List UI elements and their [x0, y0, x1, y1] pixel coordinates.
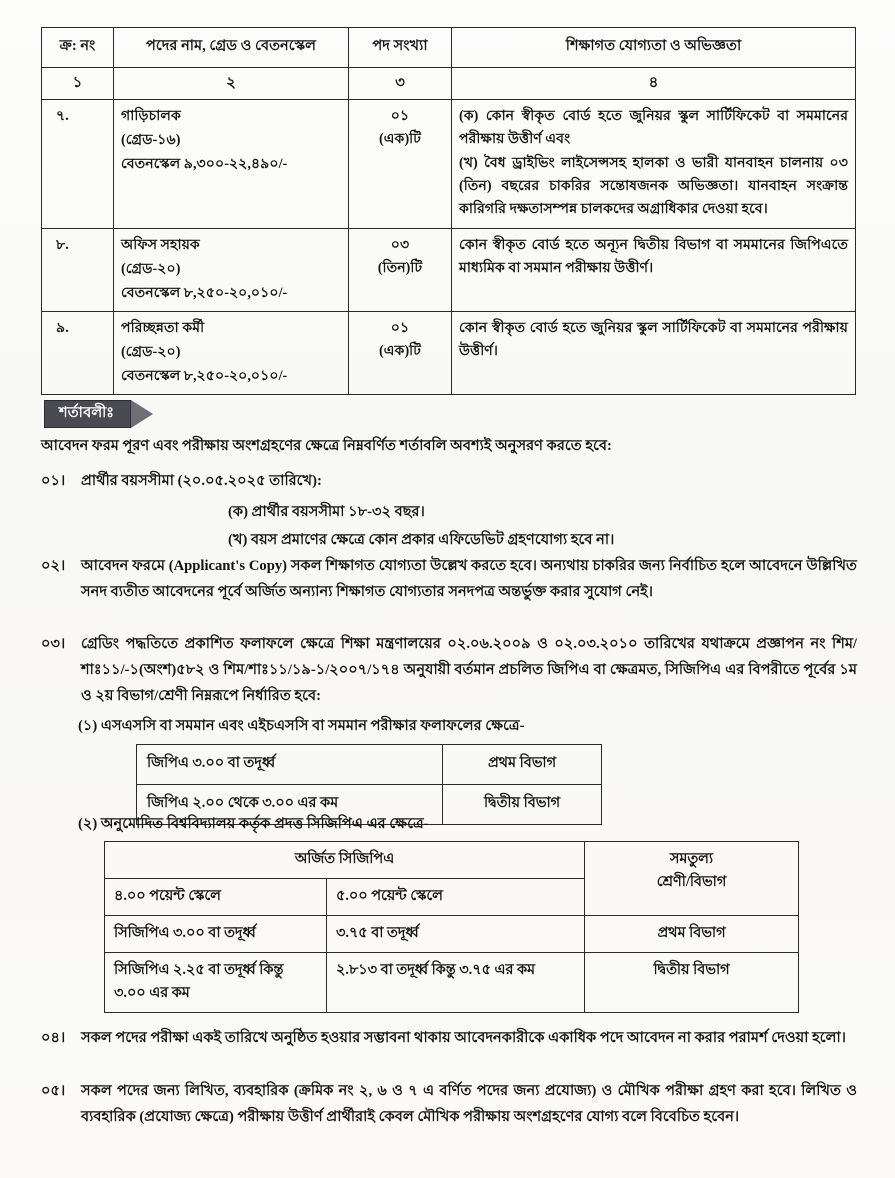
clause-04-text: সকল পদের পরীক্ষা একই তারিখে অনুষ্ঠিত হওয়ার সম্ভাবনা থাকায় আবেদনকারীকে একাধিক পদে আবেদন না করার পরামর্শ দেওয়া হলো।: [81, 1030, 846, 1046]
qualification-item: [459, 105, 848, 151]
post-pay-scale: বেতনস্কেল ৯,৩০০-২২,৪৯০/-: [121, 155, 288, 172]
post-count-digit: ০৩: [390, 236, 410, 253]
conditions-intro: আবেদন ফরম পূরণ এবং পরীক্ষায় অংশগ্রহণের ক্ষেত্রে নিম্নবর্ণিত শর্তাবলি অবশ্যই অনুসরণ করতে হবে:: [41, 438, 612, 454]
post-count-words: (এক)টি: [379, 342, 421, 359]
subclause-2-label: (২) অনুমোদিত বিশ্ববিদ্যালয় কর্তৃক প্রদত্ত সিজিপিএ এর ক্ষেত্রে-: [78, 816, 429, 832]
post-name: গাড়িচালক: [121, 107, 181, 124]
row-serial: ৯.: [42, 311, 114, 394]
clause-01-number: ০১।: [41, 473, 66, 489]
post-count-digit: ০১: [390, 107, 410, 124]
clause-02: [41, 554, 857, 606]
colnum-3: ৩: [349, 67, 452, 99]
row-qualification: [452, 311, 856, 394]
row-post-count: [349, 99, 452, 228]
colnum-1: ১: [42, 67, 114, 99]
table-row: [105, 916, 799, 953]
clause-02-text: আবেদন ফরমে (Applicant's Copy) সকল শিক্ষাগত যোগ্যতা উল্লেখ করতে হবে। অন্যথায় চাকরির জন্য নির্বাচিত হলে আবেদনে উল্লিখিত সনদ ব্যতীত আবেদনের পূর্বে অর্জিত অন্যান্য শিক্ষাগত যোগ্যতার সনদপত্র অন্তর্ভুক্ত করার সুযোগ নেই।: [81, 558, 857, 600]
gpa-criteria: জিপিএ ২.০০ থেকে ৩.০০ এর কম: [137, 785, 443, 825]
header-post-name: পদের নাম, গ্রেড ও বেতনস্কেল: [114, 28, 349, 68]
row-qualification: [452, 228, 856, 311]
cgpa-scale5-value: ২.৮১৩ বা তদূর্ধ্ব কিন্তু ৩.৭৫ এর কম: [327, 953, 585, 1013]
cgpa-subheader-scale5: ৫.০০ পয়েন্ট স্কেলে: [327, 879, 585, 916]
clause-03-number: ০৩।: [41, 636, 66, 652]
table-header-row: [105, 842, 799, 879]
clause-01-sub-a: (ক) প্রার্থীর বয়সসীমা ১৮-৩২ বছর।: [228, 504, 425, 520]
post-grade: (গ্রেড-১৬): [121, 131, 181, 148]
post-grade: (গ্রেড-২০): [121, 343, 181, 360]
qualification-label: (ক): [459, 107, 479, 124]
cgpa-scale5-value: ৩.৭৫ বা তদূর্ধ্ব: [327, 916, 585, 953]
cgpa-header-equivalent: [585, 842, 799, 916]
row-serial: ৭.: [42, 99, 114, 228]
row-post-details: [114, 99, 349, 228]
clause-05: [41, 1079, 857, 1131]
qualification-text: কোন স্বীকৃত বোর্ড হতে জুনিয়র স্কুল সার্টিফিকেট বা সমমানের পরীক্ষায় উত্তীর্ণ এবং: [459, 107, 848, 147]
cgpa-scale4-value: সিজিপিএ ৩.০০ বা তদূর্ধ্ব: [105, 916, 327, 953]
arrow-right-icon: [131, 400, 153, 428]
row-serial: ৮.: [42, 228, 114, 311]
post-count-words: (তিন)টি: [377, 259, 423, 276]
post-count-digit: ০১: [390, 319, 410, 336]
qualification-text: বৈধ ড্রাইভিং লাইসেন্সসহ হালকা ও ভারী যানবাহন চালনায় ০৩ (তিন) বছরের চাকরির সন্তোষজনক অভিজ্ঞতা। যানবাহন সংক্রান্ত কারিগরি দক্ষতাসম্পন্ন চালকদের অগ্রাধিকার দেওয়া হবে।: [459, 154, 849, 217]
header-post-count: পদ সংখ্যা: [349, 28, 452, 68]
clause-01: [41, 469, 857, 495]
row-post-count: [349, 228, 452, 311]
cgpa-division: প্রথম বিভাগ: [585, 916, 799, 953]
posts-table: [41, 27, 856, 395]
table-header-row: [42, 28, 856, 68]
clause-05-text: সকল পদের জন্য লিখিত, ব্যবহারিক (ক্রমিক নং ২, ৬ ও ৭ এ বর্ণিত পদের জন্য প্রযোজ্য) ও মৌখিক পরীক্ষা গ্রহণ করা হবে। লিখিত ও ব্যবহারিক (প্রযোজ্য ক্ষেত্রে) পরীক্ষায় উত্তীর্ণ প্রার্থীরাই কেবল মৌখিক পরীক্ষায় অংশগ্রহণের যোগ্য বলে বিবেচিত হবেন।: [81, 1083, 857, 1125]
clause-01-text: প্রার্থীর বয়সসীমা (২০.০৫.২০২৫ তারিখে):: [81, 473, 322, 489]
post-count-words: (এক)টি: [379, 130, 421, 147]
gpa-criteria: জিপিএ ৩.০০ বা তদূর্ধ্ব: [137, 745, 443, 785]
header-serial: ক্র: নং: [42, 28, 114, 68]
gpa-division: দ্বিতীয় বিভাগ: [443, 785, 602, 825]
table-row: [137, 745, 602, 785]
subclause-1-label: (১) এসএসসি বা সমমান এবং এইচএসসি বা সমমান পরীক্ষার ফলাফলের ক্ষেত্রে-: [78, 718, 525, 734]
qualification-item: [459, 152, 848, 221]
header-qualification: শিক্ষাগত যোগ্যতা ও অভিজ্ঞতা: [452, 28, 856, 68]
qualification-text: কোন স্বীকৃত বোর্ড হতে অন্যূন দ্বিতীয় বিভাগ বা সমমানের জিপিএতে মাধ্যমিক বা সমমান পরীক্ষায় উত্তীর্ণ।: [459, 236, 848, 276]
gpa-division: প্রথম বিভাগ: [443, 745, 602, 785]
cgpa-header-equivalent-line2: শ্রেণী/বিভাগ: [656, 874, 727, 891]
post-name: পরিচ্ছন্নতা কর্মী: [121, 319, 205, 336]
qualification-label: (খ): [459, 154, 478, 171]
post-name: অফিস সহায়ক: [121, 236, 200, 253]
clause-04: [41, 1026, 857, 1052]
table-row: [42, 311, 856, 394]
clause-03-text: গ্রেডিং পদ্ধতিতে প্রকাশিত ফলাফলে ক্ষেত্রে শিক্ষা মন্ত্রণালয়ের ০২.০৬.২০০৯ ও ০২.০৩.২০১০ তারিখের যথাক্রমে প্রজ্ঞাপন নং শিম/শাঃ১১/-১(অংশ)৫৮২ ও শিম/শাঃ১১/১৯-১/২০০৭/১৭৪ অনুযায়ী বর্তমান প্রচলিত জিপিএ বা ক্ষেত্রমত, সিজিপিএ এর বিপরীতে পূর্বের ১ম ও ২য় বিভাগ/শ্রেণী নিম্নরূপে নির্ধারিত হবে:: [81, 636, 857, 704]
cgpa-equivalence-table: [104, 841, 799, 1013]
cgpa-division: দ্বিতীয় বিভাগ: [585, 953, 799, 1013]
row-post-details: [114, 228, 349, 311]
post-pay-scale: বেতনস্কেল ৮,২৫০-২০,০১০/-: [121, 367, 288, 384]
table-row: [42, 99, 856, 228]
table-column-number-row: [42, 67, 856, 99]
qualification-list: [459, 105, 848, 221]
cgpa-scale4-value: সিজিপিএ ২.২৫ বা তদূর্ধ্ব কিন্তু ৩.০০ এর কম: [105, 953, 327, 1013]
clause-03: [41, 632, 857, 710]
qualification-text: কোন স্বীকৃত বোর্ড হতে জুনিয়র স্কুল সার্টিফিকেট বা সমমানের পরীক্ষায় উত্তীর্ণ।: [459, 319, 848, 359]
clause-04-number: ০৪।: [41, 1030, 66, 1046]
table-row: [105, 953, 799, 1013]
clause-01-sub-b: (খ) বয়স প্রমাণের ক্ষেত্রে কোন প্রকার এফিডেভিট গ্রহণযোগ্য হবে না।: [228, 532, 615, 548]
table-row: [42, 228, 856, 311]
conditions-banner-label: শর্তাবলীঃ: [44, 400, 131, 428]
row-post-count: [349, 311, 452, 394]
clause-05-number: ০৫।: [41, 1083, 66, 1099]
post-grade: (গ্রেড-২০): [121, 260, 181, 277]
conditions-banner: [44, 400, 153, 428]
row-qualification: [452, 99, 856, 228]
clause-02-number: ০২।: [41, 558, 66, 574]
cgpa-header-earned: অর্জিত সিজিপিএ: [105, 842, 585, 879]
colnum-2: ২: [114, 67, 349, 99]
post-pay-scale: বেতনস্কেল ৮,২৫০-২০,০১০/-: [121, 284, 288, 301]
colnum-4: ৪: [452, 67, 856, 99]
row-post-details: [114, 311, 349, 394]
cgpa-subheader-scale4: ৪.০০ পয়েন্ট স্কেলে: [105, 879, 327, 916]
cgpa-header-equivalent-line1: সমতুল্য: [669, 851, 714, 867]
